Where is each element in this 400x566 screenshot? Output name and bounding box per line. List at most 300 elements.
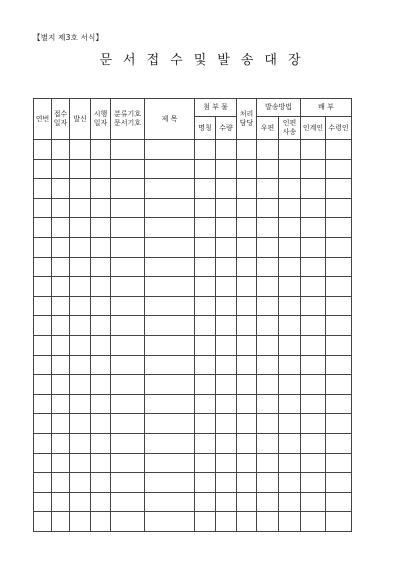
cell-distribution-handover[interactable] xyxy=(301,179,326,199)
cell-processing-officer[interactable] xyxy=(237,375,257,395)
cell-received-date[interactable] xyxy=(52,433,70,453)
cell-subject[interactable] xyxy=(145,316,195,336)
cell-distribution-handover[interactable] xyxy=(301,335,326,355)
cell-received-date[interactable] xyxy=(52,316,70,336)
cell-attachment-name[interactable] xyxy=(195,355,216,375)
cell-serial[interactable] xyxy=(34,453,52,473)
cell-dispatch-courier[interactable] xyxy=(279,355,301,375)
cell-dispatch-courier[interactable] xyxy=(279,512,301,532)
cell-enforced-date[interactable] xyxy=(91,159,111,179)
cell-distribution-receiver[interactable] xyxy=(326,140,352,160)
cell-received-date[interactable] xyxy=(52,492,70,512)
cell-classification-code[interactable] xyxy=(111,179,145,199)
header-serial: 연번 xyxy=(34,99,52,140)
header-dispatch-courier: 인편 사송 xyxy=(279,117,301,140)
cell-sender[interactable] xyxy=(70,257,91,277)
cell-processing-officer[interactable] xyxy=(237,140,257,160)
cell-enforced-date[interactable] xyxy=(91,237,111,257)
cell-classification-code[interactable] xyxy=(111,394,145,414)
cell-attachment-quantity[interactable] xyxy=(216,453,237,473)
cell-attachment-quantity[interactable] xyxy=(216,296,237,316)
cell-sender[interactable] xyxy=(70,218,91,238)
cell-dispatch-courier[interactable] xyxy=(279,218,301,238)
cell-distribution-receiver[interactable] xyxy=(326,316,352,336)
cell-subject[interactable] xyxy=(145,237,195,257)
cell-sender[interactable] xyxy=(70,296,91,316)
table-row xyxy=(34,375,352,395)
cell-subject[interactable] xyxy=(145,512,195,532)
cell-attachment-name[interactable] xyxy=(195,335,216,355)
cell-enforced-date[interactable] xyxy=(91,140,111,160)
cell-subject[interactable] xyxy=(145,198,195,218)
cell-classification-code[interactable] xyxy=(111,492,145,512)
cell-attachment-name[interactable] xyxy=(195,159,216,179)
cell-subject[interactable] xyxy=(145,375,195,395)
cell-attachment-quantity[interactable] xyxy=(216,316,237,336)
cell-serial[interactable] xyxy=(34,492,52,512)
cell-processing-officer[interactable] xyxy=(237,218,257,238)
cell-processing-officer[interactable] xyxy=(237,433,257,453)
cell-sender[interactable] xyxy=(70,414,91,434)
header-subject: 제 목 xyxy=(145,99,195,140)
cell-sender[interactable] xyxy=(70,316,91,336)
cell-dispatch-mail[interactable] xyxy=(257,257,279,277)
cell-subject[interactable] xyxy=(145,257,195,277)
cell-classification-code[interactable] xyxy=(111,375,145,395)
cell-enforced-date[interactable] xyxy=(91,433,111,453)
cell-processing-officer[interactable] xyxy=(237,296,257,316)
cell-distribution-receiver[interactable] xyxy=(326,198,352,218)
table-row xyxy=(34,159,352,179)
table-row xyxy=(34,140,352,160)
cell-sender[interactable] xyxy=(70,375,91,395)
cell-enforced-date[interactable] xyxy=(91,296,111,316)
cell-attachment-quantity[interactable] xyxy=(216,375,237,395)
cell-serial[interactable] xyxy=(34,394,52,414)
cell-processing-officer[interactable] xyxy=(237,355,257,375)
cell-dispatch-courier[interactable] xyxy=(279,335,301,355)
cell-dispatch-mail[interactable] xyxy=(257,335,279,355)
cell-sender[interactable] xyxy=(70,237,91,257)
cell-distribution-handover[interactable] xyxy=(301,198,326,218)
cell-dispatch-courier[interactable] xyxy=(279,277,301,297)
header-received-date: 접수 일자 xyxy=(52,99,70,140)
cell-subject[interactable] xyxy=(145,492,195,512)
cell-serial[interactable] xyxy=(34,277,52,297)
table-row xyxy=(34,296,352,316)
cell-classification-code[interactable] xyxy=(111,414,145,434)
cell-received-date[interactable] xyxy=(52,473,70,493)
cell-serial[interactable] xyxy=(34,237,52,257)
cell-received-date[interactable] xyxy=(52,237,70,257)
cell-serial[interactable] xyxy=(34,179,52,199)
header-classification-code: 분류기호 문서기호 xyxy=(111,99,145,140)
table-body xyxy=(34,140,352,532)
cell-distribution-handover[interactable] xyxy=(301,414,326,434)
cell-attachment-quantity[interactable] xyxy=(216,394,237,414)
cell-serial[interactable] xyxy=(34,375,52,395)
cell-dispatch-courier[interactable] xyxy=(279,473,301,493)
page-title: 문서접수및발송대장 xyxy=(99,53,312,68)
cell-distribution-receiver[interactable] xyxy=(326,277,352,297)
cell-subject[interactable] xyxy=(145,218,195,238)
cell-attachment-quantity[interactable] xyxy=(216,140,237,160)
cell-classification-code[interactable] xyxy=(111,277,145,297)
cell-dispatch-mail[interactable] xyxy=(257,179,279,199)
cell-attachment-quantity[interactable] xyxy=(216,257,237,277)
cell-received-date[interactable] xyxy=(52,414,70,434)
cell-attachment-name[interactable] xyxy=(195,433,216,453)
cell-enforced-date[interactable] xyxy=(91,512,111,532)
cell-received-date[interactable] xyxy=(52,355,70,375)
cell-dispatch-courier[interactable] xyxy=(279,394,301,414)
header-attachment-quantity: 수량 xyxy=(216,117,237,140)
cell-serial[interactable] xyxy=(34,473,52,493)
cell-dispatch-mail[interactable] xyxy=(257,375,279,395)
cell-attachment-name[interactable] xyxy=(195,316,216,336)
cell-serial[interactable] xyxy=(34,512,52,532)
cell-dispatch-courier[interactable] xyxy=(279,296,301,316)
header-dispatch-mail: 우편 xyxy=(257,117,279,140)
cell-attachment-name[interactable] xyxy=(195,296,216,316)
cell-classification-code[interactable] xyxy=(111,140,145,160)
table-row xyxy=(34,512,352,532)
cell-dispatch-courier[interactable] xyxy=(279,453,301,473)
cell-distribution-handover[interactable] xyxy=(301,512,326,532)
cell-classification-code[interactable] xyxy=(111,433,145,453)
cell-distribution-handover[interactable] xyxy=(301,237,326,257)
cell-dispatch-courier[interactable] xyxy=(279,375,301,395)
cell-serial[interactable] xyxy=(34,218,52,238)
cell-dispatch-courier[interactable] xyxy=(279,237,301,257)
table-row xyxy=(34,394,352,414)
cell-enforced-date[interactable] xyxy=(91,355,111,375)
cell-subject[interactable] xyxy=(145,355,195,375)
cell-processing-officer[interactable] xyxy=(237,316,257,336)
cell-enforced-date[interactable] xyxy=(91,394,111,414)
cell-enforced-date[interactable] xyxy=(91,414,111,434)
cell-processing-officer[interactable] xyxy=(237,473,257,493)
cell-distribution-receiver[interactable] xyxy=(326,375,352,395)
cell-received-date[interactable] xyxy=(52,512,70,532)
table-row xyxy=(34,237,352,257)
cell-sender[interactable] xyxy=(70,512,91,532)
cell-enforced-date[interactable] xyxy=(91,179,111,199)
cell-distribution-receiver[interactable] xyxy=(326,257,352,277)
cell-classification-code[interactable] xyxy=(111,335,145,355)
cell-serial[interactable] xyxy=(34,159,52,179)
header-enforced-date: 시행 일자 xyxy=(91,99,111,140)
cell-processing-officer[interactable] xyxy=(237,277,257,297)
cell-subject[interactable] xyxy=(145,159,195,179)
cell-sender[interactable] xyxy=(70,159,91,179)
cell-enforced-date[interactable] xyxy=(91,375,111,395)
cell-enforced-date[interactable] xyxy=(91,335,111,355)
cell-serial[interactable] xyxy=(34,198,52,218)
cell-dispatch-mail[interactable] xyxy=(257,296,279,316)
cell-dispatch-mail[interactable] xyxy=(257,394,279,414)
cell-subject[interactable] xyxy=(145,394,195,414)
cell-processing-officer[interactable] xyxy=(237,492,257,512)
cell-attachment-quantity[interactable] xyxy=(216,218,237,238)
cell-received-date[interactable] xyxy=(52,375,70,395)
table-row xyxy=(34,355,352,375)
cell-attachment-quantity[interactable] xyxy=(216,414,237,434)
cell-serial[interactable] xyxy=(34,257,52,277)
table-row xyxy=(34,316,352,336)
cell-classification-code[interactable] xyxy=(111,237,145,257)
cell-received-date[interactable] xyxy=(52,296,70,316)
cell-classification-code[interactable] xyxy=(111,257,145,277)
register-table xyxy=(33,98,352,532)
cell-dispatch-courier[interactable] xyxy=(279,179,301,199)
cell-distribution-receiver[interactable] xyxy=(326,414,352,434)
cell-enforced-date[interactable] xyxy=(91,492,111,512)
cell-subject[interactable] xyxy=(145,335,195,355)
cell-attachment-name[interactable] xyxy=(195,492,216,512)
cell-attachment-quantity[interactable] xyxy=(216,179,237,199)
cell-dispatch-mail[interactable] xyxy=(257,237,279,257)
cell-attachment-name[interactable] xyxy=(195,237,216,257)
header-dispatch-method: 발송방법 xyxy=(257,99,301,117)
cell-attachment-name[interactable] xyxy=(195,394,216,414)
cell-classification-code[interactable] xyxy=(111,453,145,473)
cell-sender[interactable] xyxy=(70,492,91,512)
cell-dispatch-courier[interactable] xyxy=(279,316,301,336)
cell-sender[interactable] xyxy=(70,473,91,493)
cell-sender[interactable] xyxy=(70,198,91,218)
cell-processing-officer[interactable] xyxy=(237,198,257,218)
cell-distribution-receiver[interactable] xyxy=(326,473,352,493)
header-processing-officer: 처리 담당 xyxy=(237,99,257,140)
table-row xyxy=(34,277,352,297)
cell-subject[interactable] xyxy=(145,414,195,434)
cell-distribution-handover[interactable] xyxy=(301,355,326,375)
cell-attachment-name[interactable] xyxy=(195,277,216,297)
cell-attachment-name[interactable] xyxy=(195,473,216,493)
cell-received-date[interactable] xyxy=(52,198,70,218)
cell-dispatch-mail[interactable] xyxy=(257,316,279,336)
table-row xyxy=(34,198,352,218)
cell-distribution-receiver[interactable] xyxy=(326,453,352,473)
cell-sender[interactable] xyxy=(70,394,91,414)
header-distribution-receiver: 수령인 xyxy=(326,117,352,140)
cell-dispatch-mail[interactable] xyxy=(257,453,279,473)
cell-distribution-handover[interactable] xyxy=(301,159,326,179)
cell-attachment-name[interactable] xyxy=(195,179,216,199)
cell-dispatch-mail[interactable] xyxy=(257,433,279,453)
cell-sender[interactable] xyxy=(70,453,91,473)
cell-subject[interactable] xyxy=(145,296,195,316)
cell-attachment-quantity[interactable] xyxy=(216,335,237,355)
cell-classification-code[interactable] xyxy=(111,512,145,532)
cell-classification-code[interactable] xyxy=(111,296,145,316)
cell-dispatch-courier[interactable] xyxy=(279,159,301,179)
table-row xyxy=(34,433,352,453)
cell-classification-code[interactable] xyxy=(111,316,145,336)
cell-enforced-date[interactable] xyxy=(91,316,111,336)
cell-serial[interactable] xyxy=(34,335,52,355)
cell-serial[interactable] xyxy=(34,414,52,434)
table-header xyxy=(34,99,352,140)
table-row xyxy=(34,473,352,493)
cell-distribution-receiver[interactable] xyxy=(326,237,352,257)
table-row xyxy=(34,453,352,473)
header-sender: 발신 xyxy=(70,99,91,140)
cell-enforced-date[interactable] xyxy=(91,277,111,297)
cell-distribution-handover[interactable] xyxy=(301,257,326,277)
cell-distribution-receiver[interactable] xyxy=(326,159,352,179)
cell-subject[interactable] xyxy=(145,140,195,160)
cell-classification-code[interactable] xyxy=(111,218,145,238)
table-row xyxy=(34,218,352,238)
cell-classification-code[interactable] xyxy=(111,355,145,375)
cell-distribution-handover[interactable] xyxy=(301,316,326,336)
cell-attachment-quantity[interactable] xyxy=(216,355,237,375)
cell-received-date[interactable] xyxy=(52,257,70,277)
cell-enforced-date[interactable] xyxy=(91,257,111,277)
cell-received-date[interactable] xyxy=(52,159,70,179)
cell-processing-officer[interactable] xyxy=(237,179,257,199)
cell-distribution-receiver[interactable] xyxy=(326,335,352,355)
header-distribution: 배 부 xyxy=(301,99,352,117)
cell-dispatch-mail[interactable] xyxy=(257,355,279,375)
cell-attachment-quantity[interactable] xyxy=(216,473,237,493)
cell-sender[interactable] xyxy=(70,277,91,297)
cell-sender[interactable] xyxy=(70,433,91,453)
cell-distribution-receiver[interactable] xyxy=(326,218,352,238)
cell-serial[interactable] xyxy=(34,316,52,336)
cell-processing-officer[interactable] xyxy=(237,257,257,277)
cell-distribution-receiver[interactable] xyxy=(326,512,352,532)
cell-dispatch-courier[interactable] xyxy=(279,492,301,512)
cell-attachment-name[interactable] xyxy=(195,414,216,434)
cell-sender[interactable] xyxy=(70,335,91,355)
table-row xyxy=(34,414,352,434)
cell-distribution-handover[interactable] xyxy=(301,433,326,453)
cell-enforced-date[interactable] xyxy=(91,198,111,218)
cell-processing-officer[interactable] xyxy=(237,159,257,179)
cell-distribution-receiver[interactable] xyxy=(326,492,352,512)
cell-dispatch-mail[interactable] xyxy=(257,159,279,179)
cell-attachment-name[interactable] xyxy=(195,375,216,395)
cell-processing-officer[interactable] xyxy=(237,335,257,355)
header-distribution-handover: 인계인 xyxy=(301,117,326,140)
cell-dispatch-courier[interactable] xyxy=(279,140,301,160)
cell-distribution-handover[interactable] xyxy=(301,492,326,512)
cell-attachment-quantity[interactable] xyxy=(216,512,237,532)
cell-subject[interactable] xyxy=(145,179,195,199)
cell-dispatch-mail[interactable] xyxy=(257,492,279,512)
cell-processing-officer[interactable] xyxy=(237,512,257,532)
cell-subject[interactable] xyxy=(145,473,195,493)
cell-received-date[interactable] xyxy=(52,277,70,297)
cell-classification-code[interactable] xyxy=(111,473,145,493)
cell-serial[interactable] xyxy=(34,433,52,453)
cell-received-date[interactable] xyxy=(52,218,70,238)
cell-enforced-date[interactable] xyxy=(91,218,111,238)
cell-processing-officer[interactable] xyxy=(237,414,257,434)
cell-dispatch-mail[interactable] xyxy=(257,473,279,493)
cell-distribution-receiver[interactable] xyxy=(326,394,352,414)
cell-classification-code[interactable] xyxy=(111,198,145,218)
cell-distribution-receiver[interactable] xyxy=(326,179,352,199)
cell-dispatch-courier[interactable] xyxy=(279,198,301,218)
cell-serial[interactable] xyxy=(34,296,52,316)
cell-sender[interactable] xyxy=(70,140,91,160)
cell-dispatch-mail[interactable] xyxy=(257,512,279,532)
cell-received-date[interactable] xyxy=(52,140,70,160)
cell-processing-officer[interactable] xyxy=(237,237,257,257)
cell-attachment-name[interactable] xyxy=(195,198,216,218)
cell-attachment-name[interactable] xyxy=(195,512,216,532)
cell-classification-code[interactable] xyxy=(111,159,145,179)
cell-attachment-name[interactable] xyxy=(195,453,216,473)
table-row xyxy=(34,179,352,199)
cell-enforced-date[interactable] xyxy=(91,453,111,473)
cell-distribution-handover[interactable] xyxy=(301,140,326,160)
cell-attachment-quantity[interactable] xyxy=(216,159,237,179)
cell-received-date[interactable] xyxy=(52,335,70,355)
cell-attachment-quantity[interactable] xyxy=(216,433,237,453)
cell-distribution-handover[interactable] xyxy=(301,453,326,473)
table-row xyxy=(34,335,352,355)
cell-subject[interactable] xyxy=(145,453,195,473)
cell-distribution-handover[interactable] xyxy=(301,218,326,238)
cell-received-date[interactable] xyxy=(52,179,70,199)
cell-attachment-name[interactable] xyxy=(195,140,216,160)
cell-dispatch-mail[interactable] xyxy=(257,198,279,218)
cell-attachment-name[interactable] xyxy=(195,257,216,277)
cell-attachment-quantity[interactable] xyxy=(216,237,237,257)
cell-distribution-handover[interactable] xyxy=(301,473,326,493)
cell-serial[interactable] xyxy=(34,355,52,375)
cell-distribution-receiver[interactable] xyxy=(326,433,352,453)
cell-distribution-handover[interactable] xyxy=(301,277,326,297)
cell-received-date[interactable] xyxy=(52,453,70,473)
header-attachment-name: 명칭 xyxy=(195,117,216,140)
cell-dispatch-mail[interactable] xyxy=(257,140,279,160)
cell-received-date[interactable] xyxy=(52,394,70,414)
cell-distribution-handover[interactable] xyxy=(301,296,326,316)
cell-attachment-name[interactable] xyxy=(195,218,216,238)
cell-dispatch-mail[interactable] xyxy=(257,414,279,434)
cell-dispatch-mail[interactable] xyxy=(257,218,279,238)
cell-sender[interactable] xyxy=(70,355,91,375)
cell-subject[interactable] xyxy=(145,277,195,297)
cell-attachment-quantity[interactable] xyxy=(216,198,237,218)
cell-processing-officer[interactable] xyxy=(237,453,257,473)
cell-distribution-handover[interactable] xyxy=(301,375,326,395)
cell-dispatch-mail[interactable] xyxy=(257,277,279,297)
header-attachment: 첨 부 물 xyxy=(195,99,237,117)
cell-dispatch-courier[interactable] xyxy=(279,257,301,277)
cell-attachment-quantity[interactable] xyxy=(216,492,237,512)
cell-distribution-receiver[interactable] xyxy=(326,296,352,316)
cell-subject[interactable] xyxy=(145,433,195,453)
cell-distribution-handover[interactable] xyxy=(301,394,326,414)
cell-dispatch-courier[interactable] xyxy=(279,433,301,453)
cell-attachment-quantity[interactable] xyxy=(216,277,237,297)
cell-dispatch-courier[interactable] xyxy=(279,414,301,434)
table-row xyxy=(34,257,352,277)
form-number-label: 【별지 제3호 서식】 xyxy=(33,33,104,42)
cell-processing-officer[interactable] xyxy=(237,394,257,414)
cell-sender[interactable] xyxy=(70,179,91,199)
cell-distribution-receiver[interactable] xyxy=(326,355,352,375)
cell-serial[interactable] xyxy=(34,140,52,160)
cell-enforced-date[interactable] xyxy=(91,473,111,493)
